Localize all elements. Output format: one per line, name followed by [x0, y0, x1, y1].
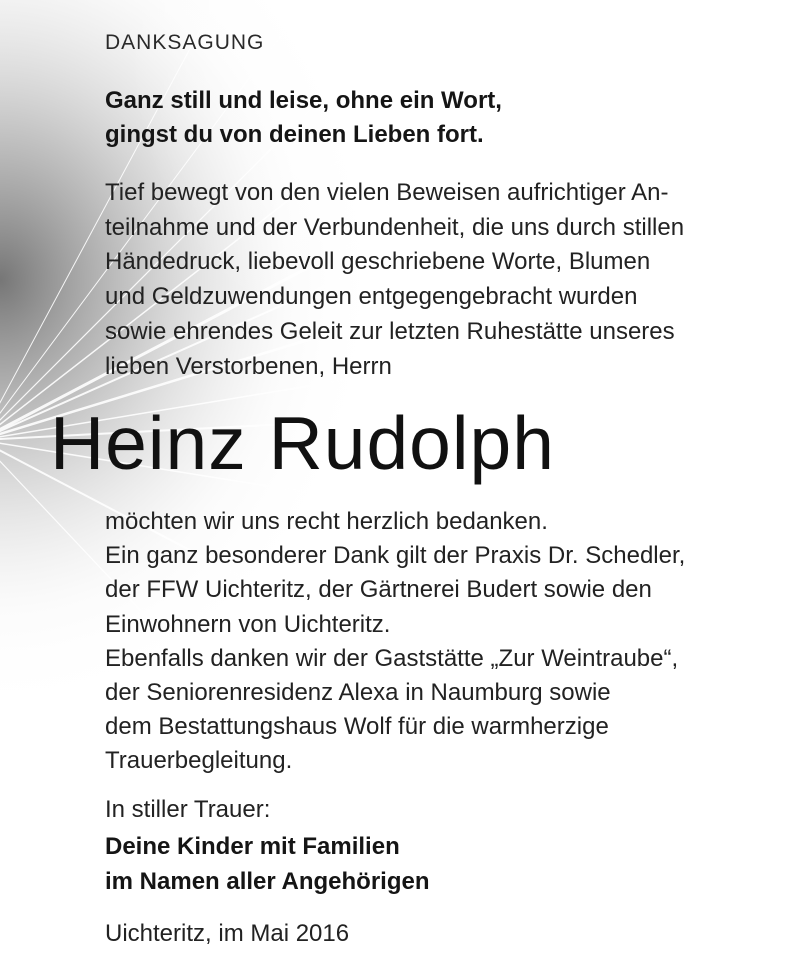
thanks-line: Ein ganz besonderer Dank gilt der Praxis Dr. Schedler, — [105, 542, 686, 570]
intro-line: Tief bewegt von den vielen Beweisen aufrichtiger An- — [105, 179, 669, 206]
poem-line: gingst du von deinen Lieben fort. — [105, 121, 484, 148]
thanks-paragraph — [105, 505, 685, 779]
thanks-line: Ebenfalls danken wir der Gaststätte „Zur Weintraube“, — [105, 644, 679, 672]
signer-line: im Namen aller Angehörigen — [105, 868, 430, 895]
thanks-line: der Seniorenresidenz Alexa in Naumburg sowie — [105, 679, 611, 707]
intro-line: teilnahme und der Verbundenheit, die uns durch stillen — [105, 213, 685, 241]
poem-line: Ganz still und leise, ohne ein Wort, — [105, 87, 502, 114]
thanks-line: der FFW Uichteritz, der Gärtnerei Budert sowie den — [105, 576, 652, 604]
thanks-line: Trauerbegleitung. — [105, 747, 293, 775]
deceased-name: Heinz Rudolph — [50, 401, 555, 485]
thanks-line: möchten wir uns recht herzlich bedanken. — [105, 508, 548, 535]
intro-line: lieben Verstorbenen, Herrn — [105, 352, 392, 380]
intro-line: und Geldzuwendungen entgegengebracht wurden — [105, 283, 638, 311]
notice-heading: DANKSAGUNG — [105, 31, 265, 54]
mourning-label: In stiller Trauer: — [105, 796, 271, 823]
thanks-line: Einwohnern von Uichteritz. — [105, 610, 391, 638]
place-and-date: Uichteritz, im Mai 2016 — [105, 920, 350, 947]
poem-verse — [105, 84, 502, 152]
intro-line: sowie ehrendes Geleit zur letzten Ruhestätte unseres — [105, 317, 675, 345]
thanks-line: dem Bestattungshaus Wolf für die warmherzige — [105, 713, 609, 741]
intro-line: Händedruck, liebevoll geschriebene Worte, Blumen — [105, 248, 651, 276]
signers — [105, 829, 430, 899]
intro-paragraph — [105, 176, 684, 384]
signer-line: Deine Kinder mit Familien — [105, 833, 400, 860]
